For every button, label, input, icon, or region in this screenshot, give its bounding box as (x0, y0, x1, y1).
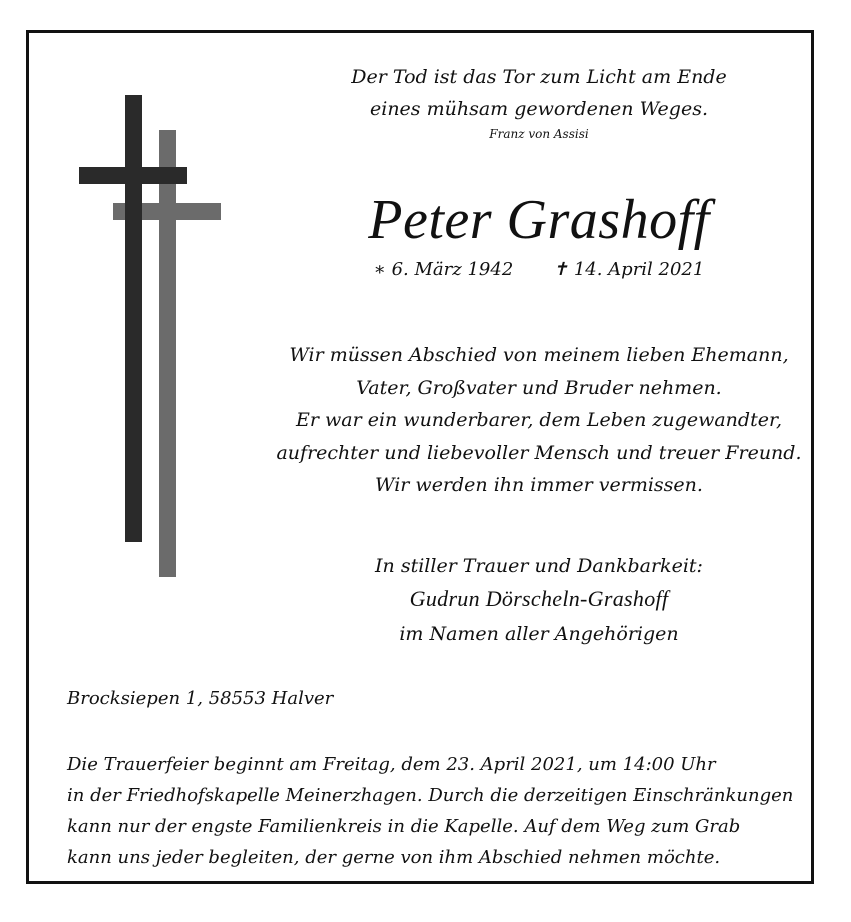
motto-author: Franz von Assisi (489, 127, 589, 141)
message-line: aufrechter und liebevoller Mensch und treuer Freund. (276, 441, 802, 464)
signer-name: Gudrun Dörscheln-Grashoff (409, 586, 669, 611)
funeral-line: Die Trauerfeier beginnt am Freitag, dem 23. April 2021, um 14:00 Uhr (67, 754, 716, 775)
message-line: Er war ein wunderbarer, dem Leben zugewandter, (296, 409, 782, 431)
message-line: Vater, Großvater und Bruder nehmen. (356, 376, 722, 399)
death-date: ✝ 14. April 2021 (553, 259, 705, 280)
birth-date: ∗ 6. März 1942 (373, 259, 514, 280)
dark-cross-vertical (125, 95, 142, 542)
life-dates (259, 259, 819, 280)
grey-cross-vertical (159, 130, 176, 577)
motto-line-1: Der Tod ist das Tor zum Licht am Ende (351, 66, 727, 88)
signer-subtitle: im Namen aller Angehörigen (399, 623, 679, 645)
farewell-message (259, 339, 819, 502)
message-line: Wir werden ihn immer vermissen. (375, 474, 703, 496)
obituary-frame (26, 30, 814, 884)
address: Brocksiepen 1, 58553 Halver (67, 688, 334, 709)
deceased-name: Peter Grashoff (368, 189, 710, 251)
motto (259, 61, 819, 125)
funeral-line: in der Friedhofskapelle Meinerzhagen. Durch die derzeitigen Einschränkungen (67, 785, 794, 806)
motto-line-2: eines mühsam gewordenen Weges. (370, 98, 708, 120)
dark-cross-horizontal (79, 167, 187, 184)
two-crosses-icon (79, 95, 224, 577)
mourning-intro: In stiller Trauer und Dankbarkeit: (375, 555, 703, 577)
funeral-line: kann nur der engste Familienkreis in die Kapelle. Auf dem Weg zum Grab (67, 816, 741, 837)
message-line: Wir müssen Abschied von meinem lieben Ehemann, (289, 344, 789, 366)
funeral-info (67, 749, 807, 873)
funeral-line: kann uns jeder begleiten, der gerne von ihm Abschied nehmen möchte. (67, 847, 721, 868)
